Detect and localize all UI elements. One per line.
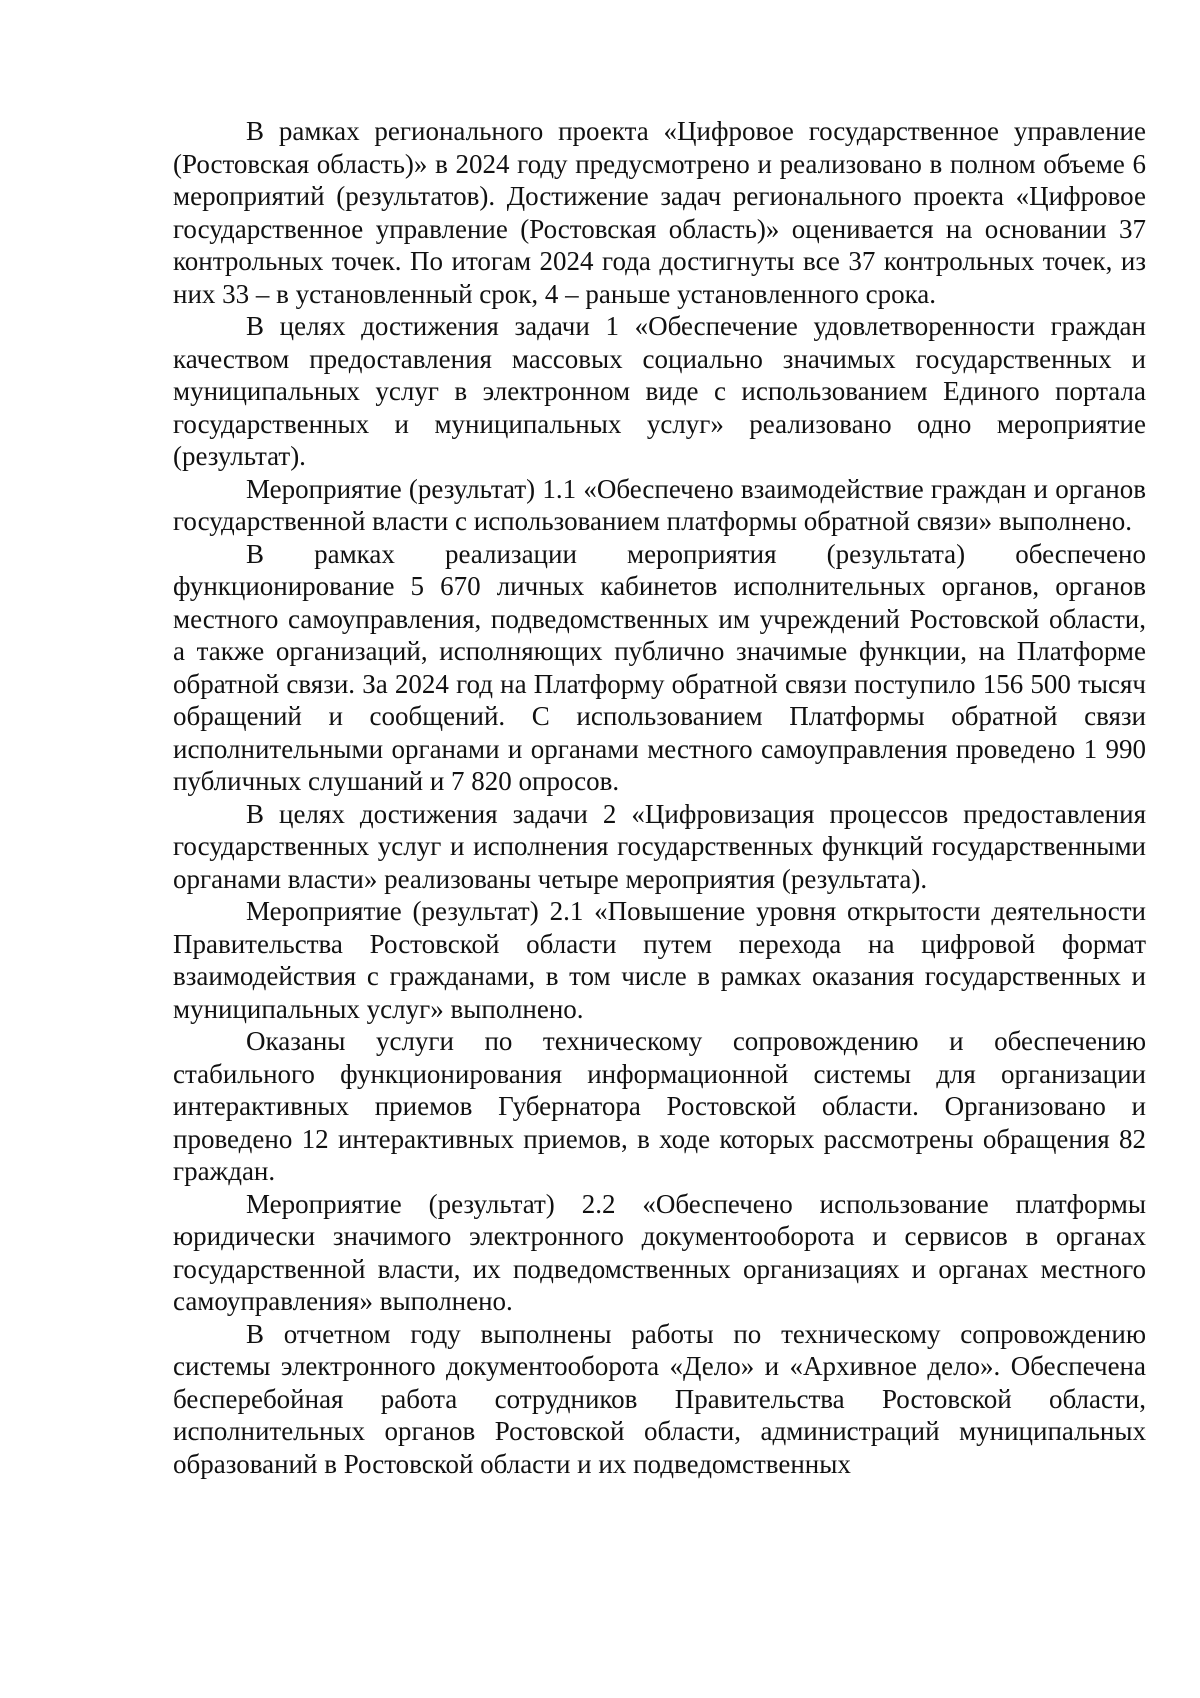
paragraph-measure-1-1: Мероприятие (результат) 1.1 «Обеспечено взаимодействие граждан и органов государственной власти с использованием платформы обратной связи» выполнено. — [173, 473, 1146, 536]
paragraph-project-overview: В рамках регионального проекта «Цифровое государственное управление (Ростовская область)» в 2024 году предусмотрено и реализовано в полном объеме 6 мероприятий (результатов). Достижение задач регионального проекта «Цифровое государственное управление (Ростовская область)» оценивается на основании 37 контрольных точек. По итогам 2024 года достигнуты все 37 контрольных точек, из них 33 – в установленный срок, 4 – раньше установленного срока. — [173, 116, 1146, 309]
document-body — [173, 115, 1146, 1480]
paragraph-measure-2-1: Мероприятие (результат) 2.1 «Повышение уровня открытости деятельности Правительства Ростовской области путем перехода на цифровой формат взаимодействия с гражданами, в том числе в рамках оказания государственных и муниципальных услуг» выполнено. — [173, 896, 1146, 1024]
paragraph-feedback-platform: В рамках реализации мероприятия (результата) обеспечено функционирование 5 670 личных кабинетов исполнительных органов, органов местного самоуправления, подведомственных им учреждений Ростовской области, а также организаций, исполняющих публично значимые функции, на Платформе обратной связи. За 2024 год на Платформу обратной связи поступило 156 500 тысяч обращений и сообщений. С использованием Платформы обратной связи исполнительными органами и органами местного самоуправления проведено 1 990 публичных слушаний и 7 820 опросов. — [173, 538, 1146, 796]
paragraph-measure-2-2: Мероприятие (результат) 2.2 «Обеспечено использование платформы юридически значимого электронного документооборота и сервисов в органах государственной власти, их подведомственных организациях и органах местного самоуправления» выполнено. — [173, 1188, 1146, 1316]
paragraph-task-1: В целях достижения задачи 1 «Обеспечение удовлетворенности граждан качеством предоставления массовых социально значимых государственных и муниципальных услуг в электронном виде с использованием Единого портала государственных и муниципальных услуг» реализовано одно мероприятие (результат). — [173, 311, 1146, 471]
paragraph-document-flow: В отчетном году выполнены работы по техническому сопровождению системы электронного документооборота «Дело» и «Архивное дело». Обеспечена бесперебойная работа сотрудников Правительства Ростовской области, исполнительных органов Ростовской области, администраций муниципальных образований в Ростовской области и их подведомственных — [173, 1318, 1146, 1479]
paragraph-interactive-receptions: Оказаны услуги по техническому сопровождению и обеспечению стабильного функционирования информационной системы для организации интерактивных приемов Губернатора Ростовской области. Организовано и проведено 12 интерактивных приемов, в ходе которых рассмотрены обращения 82 граждан. — [173, 1026, 1146, 1186]
paragraph-task-2: В целях достижения задачи 2 «Цифровизация процессов предоставления государственных услуг и исполнения государственных функций государственными органами власти» реализованы четыре мероприятия (результата). — [173, 798, 1146, 894]
